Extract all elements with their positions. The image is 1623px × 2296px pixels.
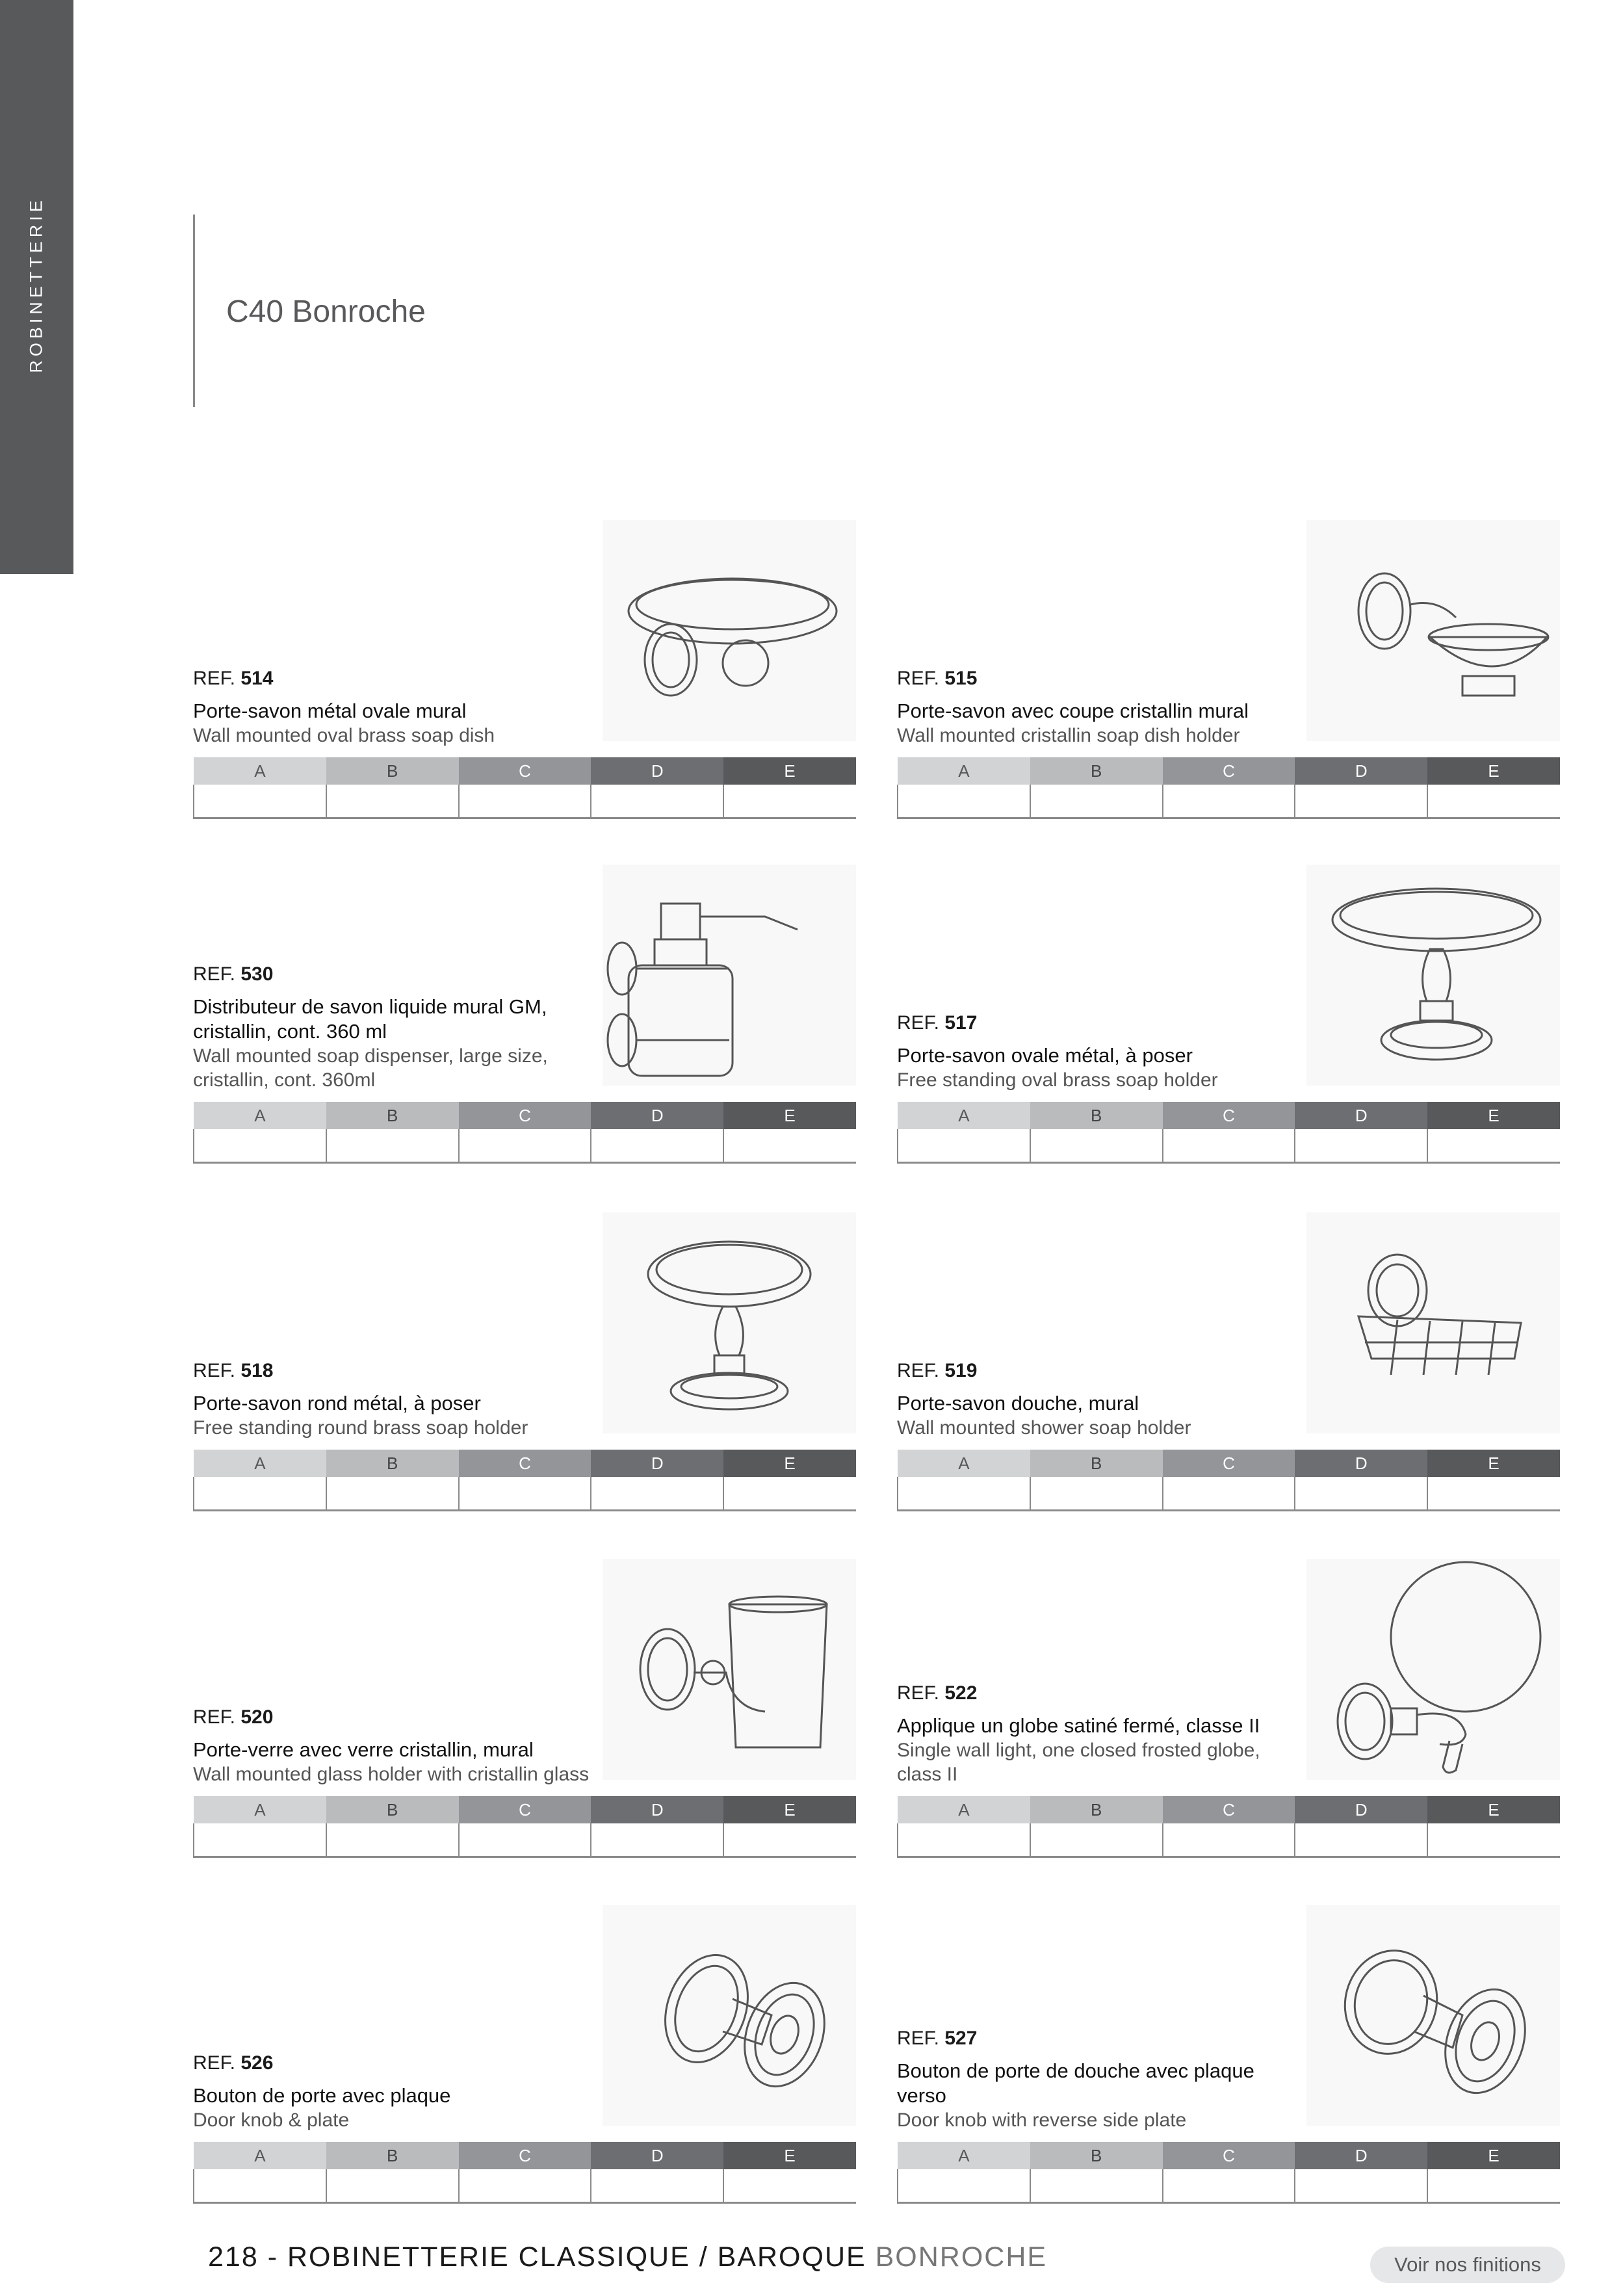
- footer-text: 218 - ROBINETTERIE CLASSIQUE / BAROQUE: [208, 2241, 876, 2273]
- finish-cell-d[interactable]: [1295, 785, 1427, 818]
- ref-number: 518: [240, 1360, 274, 1381]
- ref-number: 522: [944, 1682, 978, 1704]
- finish-cell-b[interactable]: [1030, 785, 1163, 818]
- product-text: [897, 668, 1306, 748]
- ref-prefix: REF.: [193, 963, 236, 985]
- finish-cell-b[interactable]: [1030, 1477, 1163, 1511]
- globe-wall-light-icon: [1306, 1559, 1560, 1780]
- ref-number: 520: [240, 1706, 274, 1728]
- finish-cell-d[interactable]: [591, 1477, 723, 1511]
- finish-cell-e[interactable]: [723, 1477, 856, 1511]
- finish-header-d: D: [1295, 1102, 1427, 1129]
- side-section-tab: [0, 0, 73, 574]
- finish-header-a: A: [194, 757, 326, 785]
- view-finishes-button[interactable]: Voir nos finitions: [1370, 2247, 1565, 2283]
- product-card: [193, 520, 856, 819]
- product-name-en: Wall mounted shower soap holder: [897, 1417, 1191, 1439]
- product-text: [897, 1360, 1306, 1440]
- finish-cell-e[interactable]: [723, 1129, 856, 1163]
- shower-soap-basket-icon: [1306, 1212, 1560, 1433]
- finish-cell-c[interactable]: [1163, 1823, 1295, 1857]
- finish-cell-d[interactable]: [591, 1129, 723, 1163]
- finish-value-row: [898, 785, 1560, 818]
- finish-header-a: A: [898, 1102, 1030, 1129]
- product-image: [603, 1905, 856, 2126]
- finish-cell-d[interactable]: [1295, 1129, 1427, 1163]
- product-name-en: Free standing round brass soap holder: [193, 1417, 528, 1439]
- product-card: [193, 1559, 856, 1858]
- finish-header-row: [898, 2142, 1560, 2169]
- soap-dish-holder-icon: [1306, 520, 1560, 741]
- finish-cell-c[interactable]: [1163, 2169, 1295, 2203]
- product-ref: [897, 1682, 1306, 1704]
- product-name-fr: Porte-savon avec coupe cristallin mural: [897, 699, 1249, 722]
- finish-header-d: D: [591, 1102, 723, 1129]
- finish-table: [897, 1796, 1560, 1858]
- finish-cell-a[interactable]: [194, 1477, 326, 1511]
- product-card: [193, 1905, 856, 2204]
- finish-header-a: A: [898, 2142, 1030, 2169]
- oval-soap-dish-icon: [603, 520, 856, 741]
- ref-prefix: REF.: [193, 2052, 236, 2074]
- product-image: [1306, 1905, 1560, 2126]
- finish-cell-e[interactable]: [1427, 1823, 1560, 1857]
- finish-cell-a[interactable]: [194, 1823, 326, 1857]
- product-text: [193, 1706, 603, 1786]
- finish-cell-a[interactable]: [898, 1823, 1030, 1857]
- product-text: [193, 963, 603, 1092]
- ref-number: 527: [944, 2028, 978, 2049]
- product-text: [193, 2052, 603, 2132]
- finish-table: [193, 1450, 856, 1511]
- finish-cell-e[interactable]: [1427, 2169, 1560, 2203]
- footer-brand: BONROCHE: [875, 2241, 1048, 2273]
- finish-header-b: B: [1030, 757, 1163, 785]
- finish-header-b: B: [1030, 1102, 1163, 1129]
- ref-prefix: REF.: [897, 1012, 940, 1034]
- finish-header-row: [194, 1102, 856, 1129]
- finish-header-b: B: [326, 757, 459, 785]
- product-name-fr: Bouton de porte avec plaque: [193, 2084, 451, 2107]
- finish-cell-b[interactable]: [1030, 1823, 1163, 1857]
- finish-header-e: E: [723, 1796, 856, 1823]
- finish-header-c: C: [459, 1796, 591, 1823]
- finish-header-c: C: [1163, 757, 1295, 785]
- finish-cell-b[interactable]: [326, 1129, 459, 1163]
- door-knob-icon: [603, 1905, 856, 2126]
- finish-header-e: E: [723, 1102, 856, 1129]
- finish-value-row: [194, 1129, 856, 1163]
- finish-header-c: C: [1163, 2142, 1295, 2169]
- finish-cell-c[interactable]: [1163, 1129, 1295, 1163]
- product-card: [897, 1559, 1560, 1858]
- finish-header-row: [898, 1102, 1560, 1129]
- title-divider: [193, 215, 195, 407]
- finish-value-row: [194, 2169, 856, 2203]
- product-ref: [193, 1706, 603, 1729]
- finish-header-b: B: [1030, 1450, 1163, 1477]
- product-card: [897, 520, 1560, 819]
- finish-header-b: B: [326, 1796, 459, 1823]
- finish-header-b: B: [1030, 1796, 1163, 1823]
- finish-cell-a[interactable]: [898, 1477, 1030, 1511]
- product-image: [1306, 865, 1560, 1086]
- product-name-fr: Porte-savon ovale métal, à poser: [897, 1044, 1193, 1067]
- ref-prefix: REF.: [193, 1706, 236, 1728]
- ref-number: 519: [944, 1360, 978, 1381]
- product-text: [897, 2028, 1306, 2132]
- finish-cell-d[interactable]: [591, 1823, 723, 1857]
- finish-table: [897, 1102, 1560, 1164]
- finish-cell-e[interactable]: [1427, 1477, 1560, 1511]
- finish-header-d: D: [1295, 2142, 1427, 2169]
- finish-cell-c[interactable]: [459, 1823, 591, 1857]
- product-text: [897, 1012, 1306, 1092]
- finish-header-e: E: [1427, 2142, 1560, 2169]
- product-name-en: Single wall light, one closed frosted globe, class II: [897, 1740, 1260, 1785]
- product-image: [1306, 1559, 1560, 1780]
- finish-header-row: [898, 757, 1560, 785]
- finish-cell-c[interactable]: [459, 1129, 591, 1163]
- finish-value-row: [898, 2169, 1560, 2203]
- finish-table: [897, 757, 1560, 819]
- finish-header-c: C: [1163, 1102, 1295, 1129]
- shower-door-knob-icon: [1306, 1905, 1560, 2126]
- product-card: [193, 865, 856, 1164]
- finish-cell-a[interactable]: [898, 2169, 1030, 2203]
- standing-oval-soap-holder-icon: [1306, 865, 1560, 1086]
- product-name-fr: Porte-savon métal ovale mural: [193, 699, 467, 722]
- product-ref: [897, 2028, 1306, 2050]
- finish-header-c: C: [459, 757, 591, 785]
- finish-cell-e[interactable]: [1427, 785, 1560, 818]
- ref-prefix: REF.: [897, 1360, 940, 1381]
- ref-number: 517: [944, 1012, 978, 1034]
- finish-cell-e[interactable]: [723, 2169, 856, 2203]
- finish-cell-c[interactable]: [459, 1477, 591, 1511]
- finish-value-row: [898, 1477, 1560, 1511]
- product-name-en: Wall mounted cristallin soap dish holder: [897, 725, 1240, 746]
- finish-header-d: D: [591, 2142, 723, 2169]
- finish-cell-c[interactable]: [459, 2169, 591, 2203]
- product-name-fr: Applique un globe satiné fermé, classe II: [897, 1714, 1260, 1737]
- product-name-fr: Bouton de porte de douche avec plaque verso: [897, 2059, 1254, 2107]
- product-ref: [897, 1360, 1306, 1382]
- finish-header-c: C: [459, 1102, 591, 1129]
- product-ref: [193, 1360, 603, 1382]
- product-image: [603, 1559, 856, 1780]
- finish-header-e: E: [1427, 1450, 1560, 1477]
- finish-cell-e[interactable]: [723, 785, 856, 818]
- finish-header-row: [194, 2142, 856, 2169]
- finish-header-c: C: [459, 2142, 591, 2169]
- finish-cell-c[interactable]: [459, 785, 591, 818]
- finish-header-row: [194, 757, 856, 785]
- product-ref: [193, 668, 603, 690]
- standing-round-soap-holder-icon: [603, 1212, 856, 1433]
- product-text: [897, 1682, 1306, 1786]
- ref-number: 514: [240, 668, 274, 689]
- product-image: [603, 865, 856, 1086]
- glass-holder-icon: [603, 1559, 856, 1780]
- finish-value-row: [194, 1823, 856, 1857]
- product-card: [897, 1905, 1560, 2204]
- finish-header-d: D: [591, 1796, 723, 1823]
- product-name-en: Free standing oval brass soap holder: [897, 1069, 1218, 1091]
- page-title: C40 Bonroche: [226, 294, 426, 329]
- product-ref: [897, 1012, 1306, 1034]
- finish-header-row: [194, 1796, 856, 1823]
- finish-header-row: [898, 1450, 1560, 1477]
- finish-value-row: [194, 1477, 856, 1511]
- finish-header-b: B: [1030, 2142, 1163, 2169]
- product-text: [193, 1360, 603, 1440]
- finish-cell-d[interactable]: [591, 2169, 723, 2203]
- finish-cell-b[interactable]: [1030, 1129, 1163, 1163]
- finish-value-row: [194, 785, 856, 818]
- finish-cell-d[interactable]: [591, 785, 723, 818]
- finish-header-row: [898, 1796, 1560, 1823]
- finish-table: [897, 1450, 1560, 1511]
- product-card: [193, 1212, 856, 1511]
- finish-header-e: E: [1427, 1796, 1560, 1823]
- finish-cell-a[interactable]: [194, 785, 326, 818]
- finish-table: [193, 1102, 856, 1164]
- ref-prefix: REF.: [897, 2028, 940, 2049]
- product-name-en: Door knob & plate: [193, 2109, 350, 2131]
- product-image: [603, 520, 856, 741]
- product-ref: [193, 2052, 603, 2074]
- finish-cell-b[interactable]: [326, 1477, 459, 1511]
- finish-cell-e[interactable]: [1427, 1129, 1560, 1163]
- product-name-en: Wall mounted oval brass soap dish: [193, 725, 495, 746]
- product-image: [1306, 520, 1560, 741]
- finish-header-row: [194, 1450, 856, 1477]
- product-name-en: Wall mounted soap dispenser, large size, cristallin, cont. 360ml: [193, 1045, 548, 1091]
- ref-prefix: REF.: [193, 1360, 236, 1381]
- ref-number: 515: [944, 668, 978, 689]
- finish-header-e: E: [723, 1450, 856, 1477]
- product-name-en: Door knob with reverse side plate: [897, 2109, 1187, 2131]
- soap-dispenser-icon: [603, 865, 856, 1086]
- finish-header-c: C: [459, 1450, 591, 1477]
- finish-header-a: A: [898, 1450, 1030, 1477]
- finish-value-row: [898, 1129, 1560, 1163]
- finish-cell-d[interactable]: [1295, 1823, 1427, 1857]
- finish-header-a: A: [194, 1102, 326, 1129]
- finish-cell-a[interactable]: [898, 785, 1030, 818]
- finish-cell-a[interactable]: [194, 1129, 326, 1163]
- ref-prefix: REF.: [193, 668, 236, 689]
- finish-header-a: A: [194, 2142, 326, 2169]
- finish-header-b: B: [326, 2142, 459, 2169]
- finish-table: [897, 2142, 1560, 2204]
- product-name-fr: Porte-savon douche, mural: [897, 1392, 1139, 1415]
- finish-header-a: A: [194, 1796, 326, 1823]
- finish-cell-a[interactable]: [194, 2169, 326, 2203]
- finish-cell-d[interactable]: [1295, 2169, 1427, 2203]
- finish-table: [193, 2142, 856, 2204]
- finish-cell-a[interactable]: [898, 1129, 1030, 1163]
- finish-header-d: D: [591, 1450, 723, 1477]
- product-ref: [193, 963, 603, 985]
- finish-header-c: C: [1163, 1796, 1295, 1823]
- finish-header-e: E: [723, 2142, 856, 2169]
- product-name-fr: Distributeur de savon liquide mural GM, cristallin, cont. 360 ml: [193, 995, 547, 1043]
- finish-header-c: C: [1163, 1450, 1295, 1477]
- finish-header-e: E: [1427, 1102, 1560, 1129]
- ref-number: 530: [240, 963, 274, 985]
- finish-cell-c[interactable]: [1163, 785, 1295, 818]
- finish-cell-b[interactable]: [326, 2169, 459, 2203]
- product-text: [193, 668, 603, 748]
- finish-header-b: B: [326, 1102, 459, 1129]
- product-image: [1306, 1212, 1560, 1433]
- finish-cell-b[interactable]: [326, 785, 459, 818]
- finish-header-a: A: [898, 1796, 1030, 1823]
- finish-header-d: D: [591, 757, 723, 785]
- finish-table: [193, 1796, 856, 1858]
- finish-header-d: D: [1295, 757, 1427, 785]
- ref-prefix: REF.: [897, 668, 940, 689]
- finish-header-e: E: [1427, 757, 1560, 785]
- finish-cell-d[interactable]: [1295, 1477, 1427, 1511]
- finish-cell-b[interactable]: [326, 1823, 459, 1857]
- finish-cell-e[interactable]: [723, 1823, 856, 1857]
- finish-value-row: [898, 1823, 1560, 1857]
- page-footer: [208, 2241, 1047, 2273]
- finish-cell-b[interactable]: [1030, 2169, 1163, 2203]
- side-section-label: ROBINETTERIE: [26, 196, 46, 373]
- product-card: [897, 1212, 1560, 1511]
- product-name-fr: Porte-verre avec verre cristallin, mural: [193, 1738, 534, 1761]
- finish-header-d: D: [1295, 1450, 1427, 1477]
- finish-header-a: A: [194, 1450, 326, 1477]
- finish-header-e: E: [723, 757, 856, 785]
- finish-header-a: A: [898, 757, 1030, 785]
- product-ref: [897, 668, 1306, 690]
- product-name-en: Wall mounted glass holder with cristallin glass: [193, 1764, 590, 1785]
- finish-table: [193, 757, 856, 819]
- ref-number: 526: [240, 2052, 274, 2074]
- product-card: [897, 865, 1560, 1164]
- ref-prefix: REF.: [897, 1682, 940, 1704]
- finish-cell-c[interactable]: [1163, 1477, 1295, 1511]
- finish-header-d: D: [1295, 1796, 1427, 1823]
- product-image: [603, 1212, 856, 1433]
- finish-header-b: B: [326, 1450, 459, 1477]
- product-name-fr: Porte-savon rond métal, à poser: [193, 1392, 481, 1415]
